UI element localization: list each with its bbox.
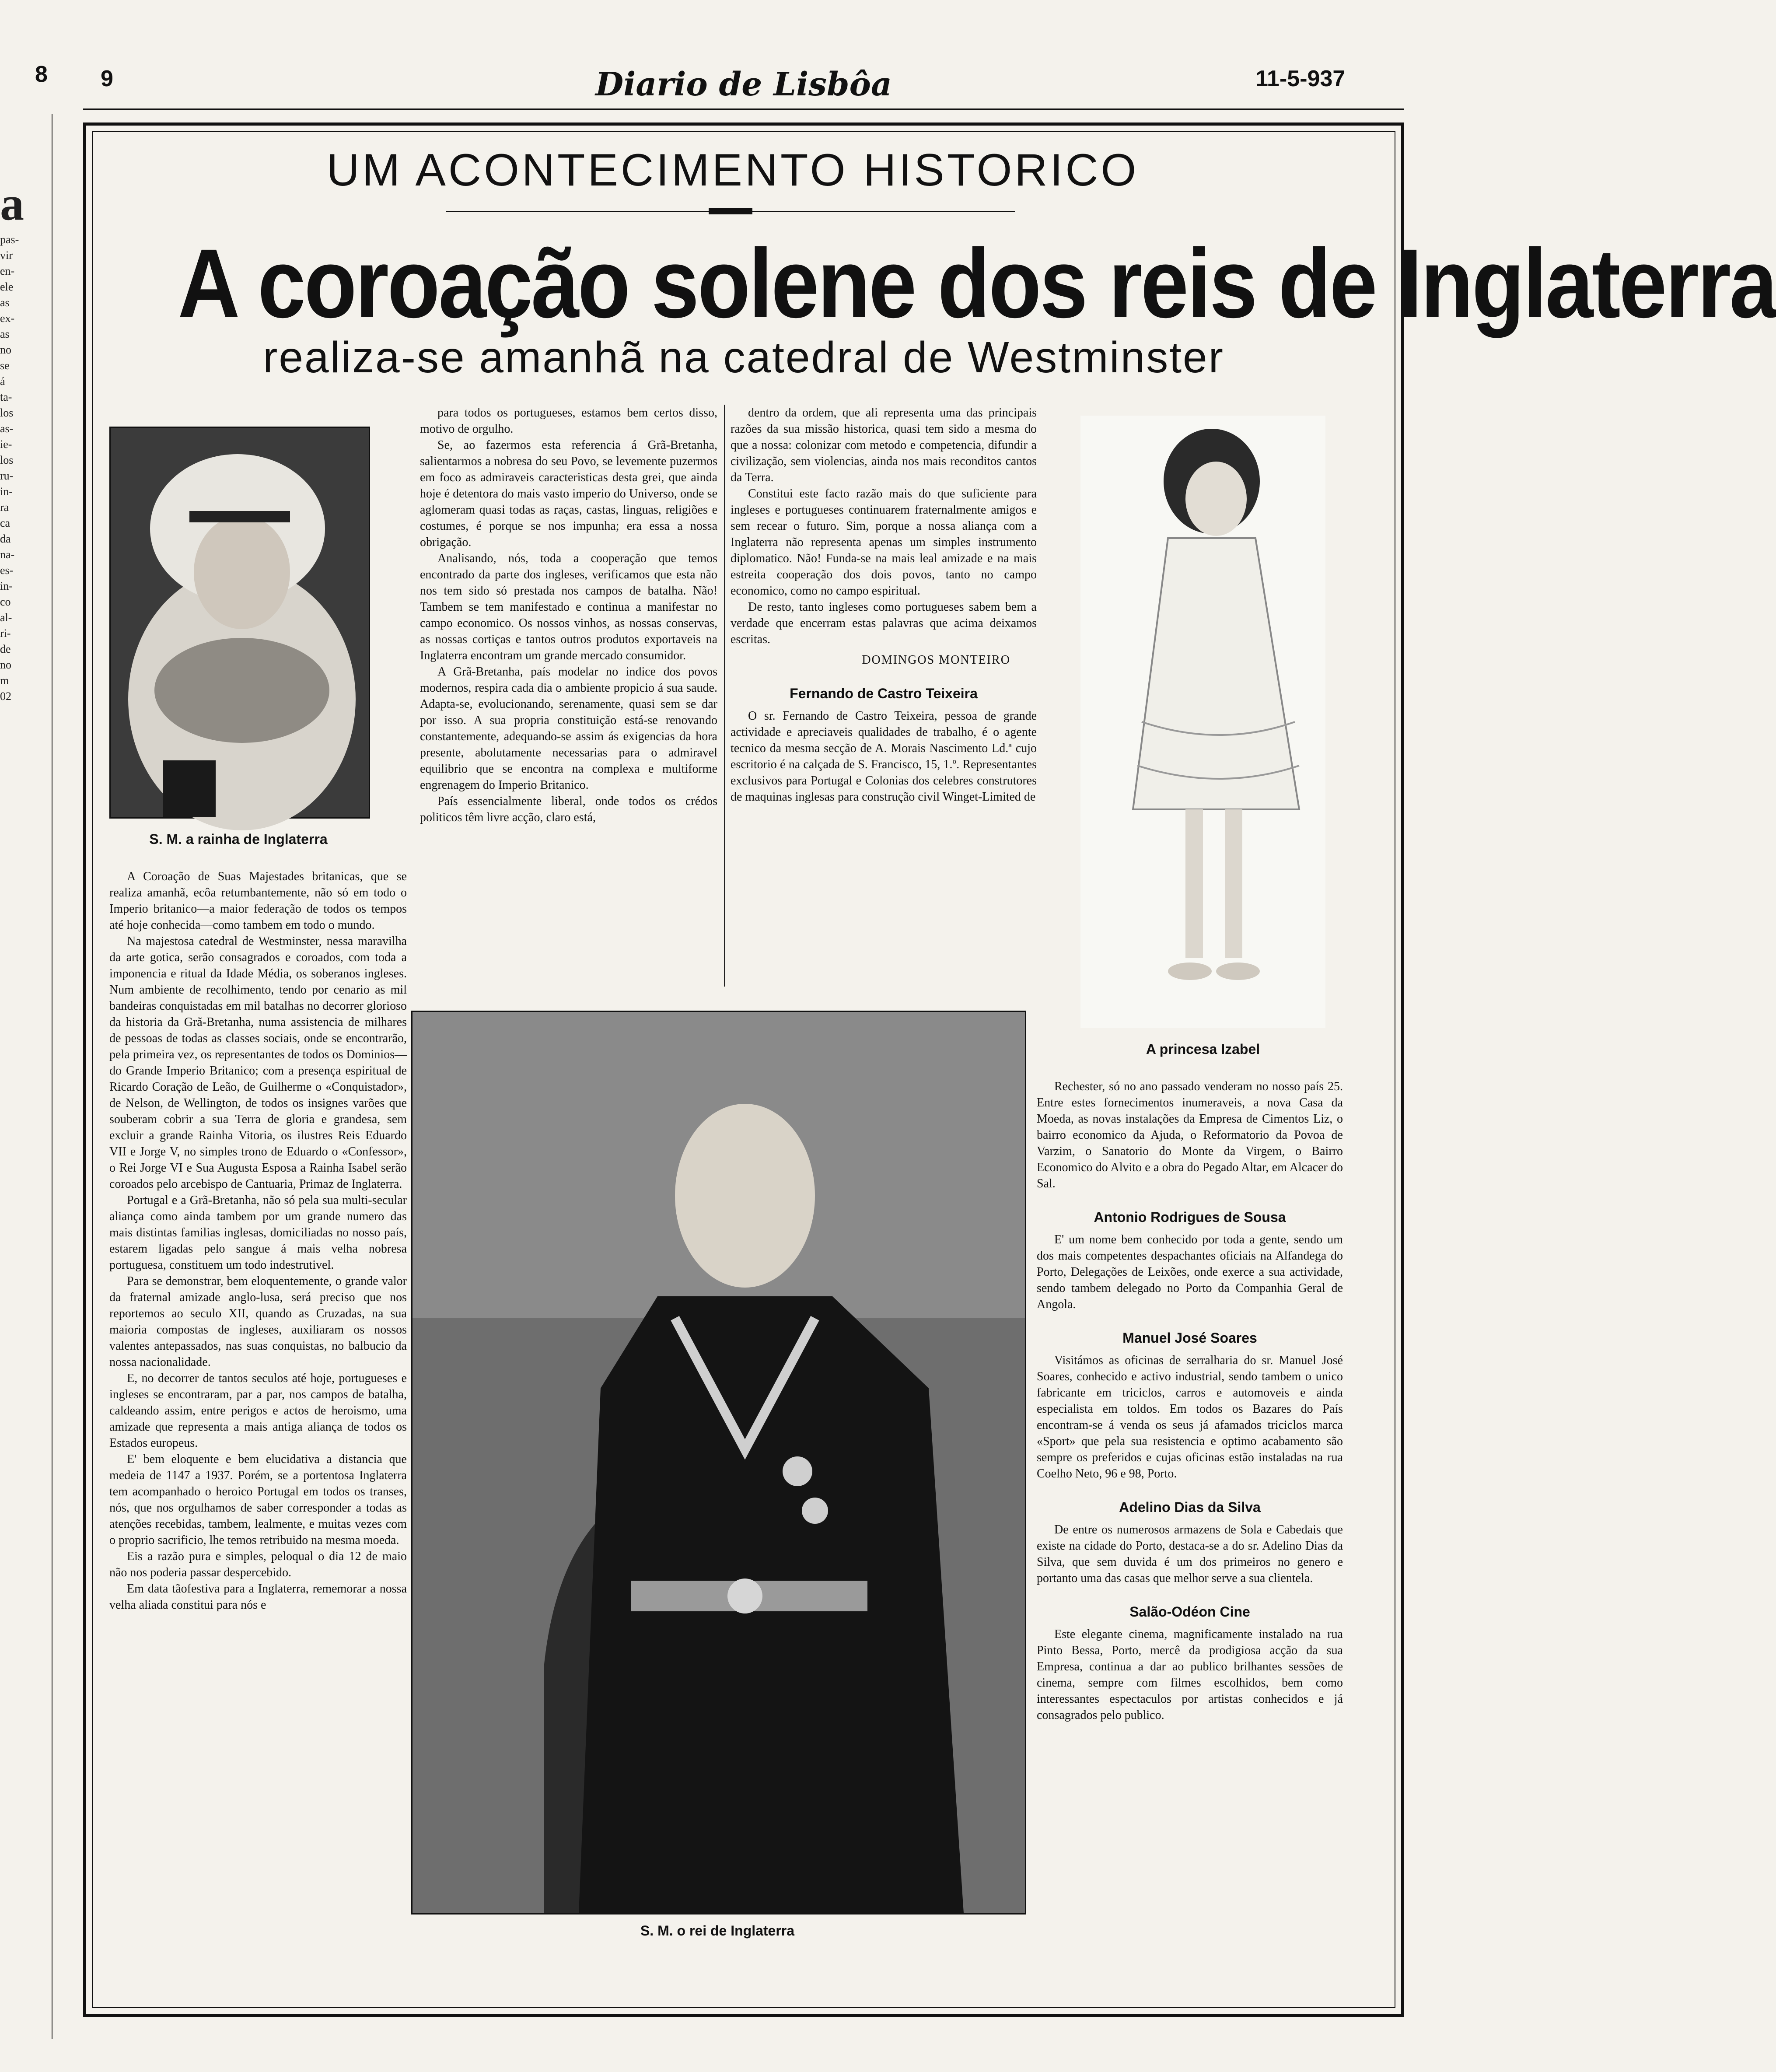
margin-fragment: a [0,177,24,230]
article-paragraph: Se, ao fazermos esta referencia á Grã-Bretanha, salientarmos a nobresa do seu Povo, se levemente puzermos em foco as admiraveis caracteristicas desta grei, que ainda hoje é detentora do mais vasto imperio do Universo, onde se aglomeram quasi todas as raças, castas, linguas, religiões e costumes, é porque se nos impunha; era essa a nossa obrigação. [420,438,717,549]
article-kicker: UM ACONTECIMENTO HISTORICO [326,145,1139,196]
article-paragraph: Eis a razão pura e simples, peloqual o dia 12 de maio não nos poderia passar despercebido. [109,1550,407,1579]
margin-fragment: 02 [0,690,11,703]
article-paragraph: E' bem eloquente e bem elucidativa a distancia que medeia de 1147 a 1937. Porém, se a portentosa Inglaterra tem acompanhado o heroico Portugal em todos os transes, nós, que nos orgulhamos de saber corresponder a todas as atenções recebidas, tambem, lealmente, e muitas vezes com o proprio sacrificio, lhe temos retribuido na mesma moeda. [109,1452,407,1547]
article-column-3 [731,405,1037,991]
princess-photo [1080,416,1325,1028]
section-title: Manuel José Soares [1122,1330,1257,1346]
article-paragraph: E, no decorrer de tantos seculos até hoje, portugueses e ingleses se encontraram, par a par, nos campos de batalha, caldeando assim, entre perigos e actos de heroismo, uma amizade que representa a mais antiga aliança de todos os Estados europeus. [109,1372,407,1450]
margin-fragment: los [0,406,14,419]
article-paragraph: Analisando, nós, toda a cooperação que temos encontrado da parte dos ingleses, verificamos que esta não nos tem sido só prestada nos campos de batalha. Não! Tambem se tem manifestado e continua a manifestar no campo economico. Os nossos vinhos, as nossas conservas, as nossas cortiças e tantos outros produtos exportaveis na Inglaterra encontram um grande mercado consumidor. [420,552,717,662]
article-column-1 [109,868,407,1940]
article-paragraph: Na majestosa catedral de Westminster, nessa maravilha da arte gotica, serão consagrados e coroados, com toda a imponencia e ritual da Idade Média, os soberanos ingleses. Num ambiente de recolhimento, tendo por cenario as mil bandeiras conquistadas em mil batalhas no decorrer glorioso da historia da Grã-Bretanha, numa assistencia de milhares de pessoas de todas as classes sociais, onde se encontrarão, pela primeira vez, os representantes de todos os Dominios—do Grande Imperio Britanico; com a presença espiritual de Ricardo Coração de Leão, de Guilherme o «Conquistador», de Nelson, de Wellington, de todos os insignes varões que souberam cobrir a sua Terra de gloria e grandesa, sem excluir a grande Rainha Vitoria, os ilustres Reis Eduardo VII e Jorge V, no simples trono de Eduardo o «Confessor», o Rei Jorge VI e Sua Augusta Esposa a Rainha Isabel serão coroados pelo arcebispo de Cantuaria, Primaz de Inglaterra. [109,934,407,1191]
queen-portrait-image [111,428,369,817]
king-caption: S. M. o rei de Inglaterra [640,1923,795,1939]
queen-photo [109,427,370,819]
margin-fragment: de [0,643,11,655]
margin-fragment: no [0,658,11,671]
article-paragraph: A Grã-Bretanha, país modelar no indice dos povos modernos, respira cada dia o ambiente propicio á sua saude. Adapta-se, evolucionando, serenamente, quasi sem se dar por isso. A sua propria constituição está-se renovando constantemente, adequando-se assim ás exigencias da hora presente, abolutamente necessarias para o admiravel equilibrio que se encontra na complexa e multiforme engrenagem do Imperio Britanico. [420,665,717,792]
article-paragraph: Em data tãofestiva para a Inglaterra, rememorar a nossa velha aliada constitui para nós e [109,1582,407,1612]
section-title: Antonio Rodrigues de Sousa [1094,1209,1286,1225]
header-rule [83,108,1404,110]
section-text: Este elegante cinema, magnificamente instalado na rua Pinto Bessa, Porto, mercê da prodigiosa acção da sua Empresa, continua a dar ao publico brilhantes sessões de cinema, sempre com filmes escolhidos, bem como interessantes espectaculos por artistas conhecidos e já consagrados pelo publico. [1037,1628,1343,1722]
article-paragraph: País essencialmente liberal, onde todos os crédos politicos têm livre acção, claro está, [420,794,717,824]
margin-fragment: ca [0,517,10,529]
margin-fragment: co [0,595,11,608]
margin-fragment: ta- [0,391,12,403]
adjacent-page-fragments [0,175,31,704]
princess-caption: A princesa Izabel [1146,1041,1260,1057]
article-paragraph: para todos os portugueses, estamos bem certos disso, motivo de orgulho. [420,406,717,436]
section-text: De entre os numerosos armazens de Sola e Cabedais que existe na cidade do Porto, destaca-se a do sr. Adelino Dias da Silva, que sem duvida é um dos primeiros no genero e portanto uma das casas que melhor serve a sua clientela. [1037,1523,1343,1585]
margin-fragment: en- [0,265,15,277]
article-headline: A coroação solene dos reis de Inglaterra [178,229,1776,338]
margin-fragment: los [0,454,14,466]
article-subhead: realiza-se amanhã na catedral de Westminster [263,333,1224,382]
article-column-2 [420,405,717,991]
article-paragraph: Constitui este facto razão mais do que suficiente para ingleses e portugueses continuarem fraternalmente amigos e sem recear o futuro. Sim, porque a nossa aliança com a Inglaterra não representa apenas um simples instrumento diplomatico. Não! Funda-se na mais leal amizade e na mais estreita cooperação dos dois povos, tanto no campo economico, como no campo espiritual. [731,487,1037,598]
section-text-fernando: O sr. Fernando de Castro Teixeira, pessoa de grande actividade e apreciaveis qualidades de trabalho, é o agente tecnico da mesma secção de A. Morais Nascimento Ld.ª cujo escritorio é na calçada de S. Francisco, 15, 1.º. Representantes exclusivos para Portugal e Colonias dos celebres construtores de maquinas inglesas para construção civil Winget-Limited de [731,709,1037,804]
article-paragraph: A Coroação de Suas Majestades britanicas, que se realiza amanhã, ecôa retumbantemente, não só em todo o Imperio britanico—a maior federação de todos os tempos até hoje conhecida—como tambem em todo o mundo. [109,870,407,932]
margin-fragment: in- [0,580,13,592]
margin-fragment: se [0,359,10,372]
margin-fragment: da [0,532,11,545]
margin-fragment: ra [0,501,9,514]
page-number: 9 [101,66,113,91]
margin-fragment: á [0,375,5,388]
margin-fragment: vir [0,249,13,262]
section-text: Visitámos as oficinas de serralharia do sr. Manuel José Soares, conhecido e activo industrial, sendo tambem o unico fabricante em triciclos, carros e automoveis e ainda especialista em toldos. Em todos os Bazares do País encontram-se á venda os seus já afamados triciclos marca «Sport» que pela sua resistencia e optimo acabamento são sempre os preferidos e cujas oficinas estão instaladas na rua Coelho Neto, 96 e 98, Porto. [1037,1354,1343,1480]
princess-portrait-image [1080,416,1325,1028]
margin-fragment: es- [0,564,14,577]
margin-fragment: as- [0,422,14,435]
margin-fragment: al- [0,611,12,624]
margin-fragment: in- [0,485,13,498]
section-text: Rechester, só no ano passado venderam no nosso país 25. Entre estes fornecimentos inumeraveis, a nova Casa da Moeda, as novas instalações da Empresa de Cimentos Liz, o bairro economico da Ajuda, o Reformatorio da Povoa de Varzim, o Sanatorio do Monte da Virgem, o Bairro Economico do Alvito e a obra do Pegado Altar, em Alcacer do Sal. [1037,1080,1343,1190]
kicker-rule-center [709,208,752,214]
queen-caption: S. M. a rainha de Inglaterra [149,831,328,847]
section-title: Adelino Dias da Silva [1119,1499,1261,1515]
author-signature: DOMINGOS MONTEIRO [862,653,1010,667]
margin-fragment: ri- [0,627,11,640]
section-text: E' um nome bem conhecido por toda a gente, sendo um dos mais competentes despachantes oficiais na Alfandega do Porto, Delegações de Leixões, onde exerce a sua actividade, sendo tambem delegado no Porto da Companhia Geral de Angola. [1037,1233,1343,1311]
left-page-number: 8 [35,62,48,87]
margin-fragment: no [0,343,11,356]
margin-fragment: ie- [0,438,12,451]
article-paragraph: De resto, tanto ingleses como portugueses sabem bem a verdade que encerram estas palavras que acima deixamos escritas. [731,600,1037,646]
issue-date: 11-5-937 [1255,66,1346,91]
article-paragraph: dentro da ordem, que ali representa uma das principais razões da sua missão historica, quasi tem sido a mesma do que a nossa: colonizar com metodo e competencia, difundir a civilização, sem violencias, ainda nos mais reconditos cantos da Terra. [731,406,1037,484]
masthead: Diario de Lisbôa [595,66,892,103]
margin-fragment: m [0,674,9,687]
margin-fragment: as [0,328,10,340]
margin-fragment: as [0,296,10,309]
article-paragraph: Portugal e a Grã-Bretanha, não só pela sua multi-secular aliança como ainda tambem por um grande numero das mais distintas familias inglesas, domiciliadas no nosso país, estarem ligadas pelo sangue á mais velha nobresa portuguesa, constituem um todo indestrutivel. [109,1194,407,1272]
section-title: Salão-Odéon Cine [1129,1604,1250,1620]
king-portrait-image [413,1012,1025,1913]
margin-fragment: ru- [0,469,14,482]
article-paragraph: Para se demonstrar, bem eloquentemente, o grande valor da fraternal amizade anglo-lusa, será preciso que nos reportemos ao seculo XII, quando as Cruzadas, na sua maioria compostas de ingleses, auxiliaram os nossos valentes antepassados, nas suas conquistas, no balbucio da nossa nacionalidade. [109,1274,407,1369]
article-column-4 [1037,1078,1343,1953]
column-rule-1 [724,405,725,987]
margin-fragment: pas- [0,233,19,246]
king-photo [411,1011,1026,1914]
section-title-fernando: Fernando de Castro Teixeira [790,686,978,701]
margin-fragment: ex- [0,312,15,325]
margin-fragment: na- [0,548,15,561]
margin-fragment: ele [0,280,14,293]
